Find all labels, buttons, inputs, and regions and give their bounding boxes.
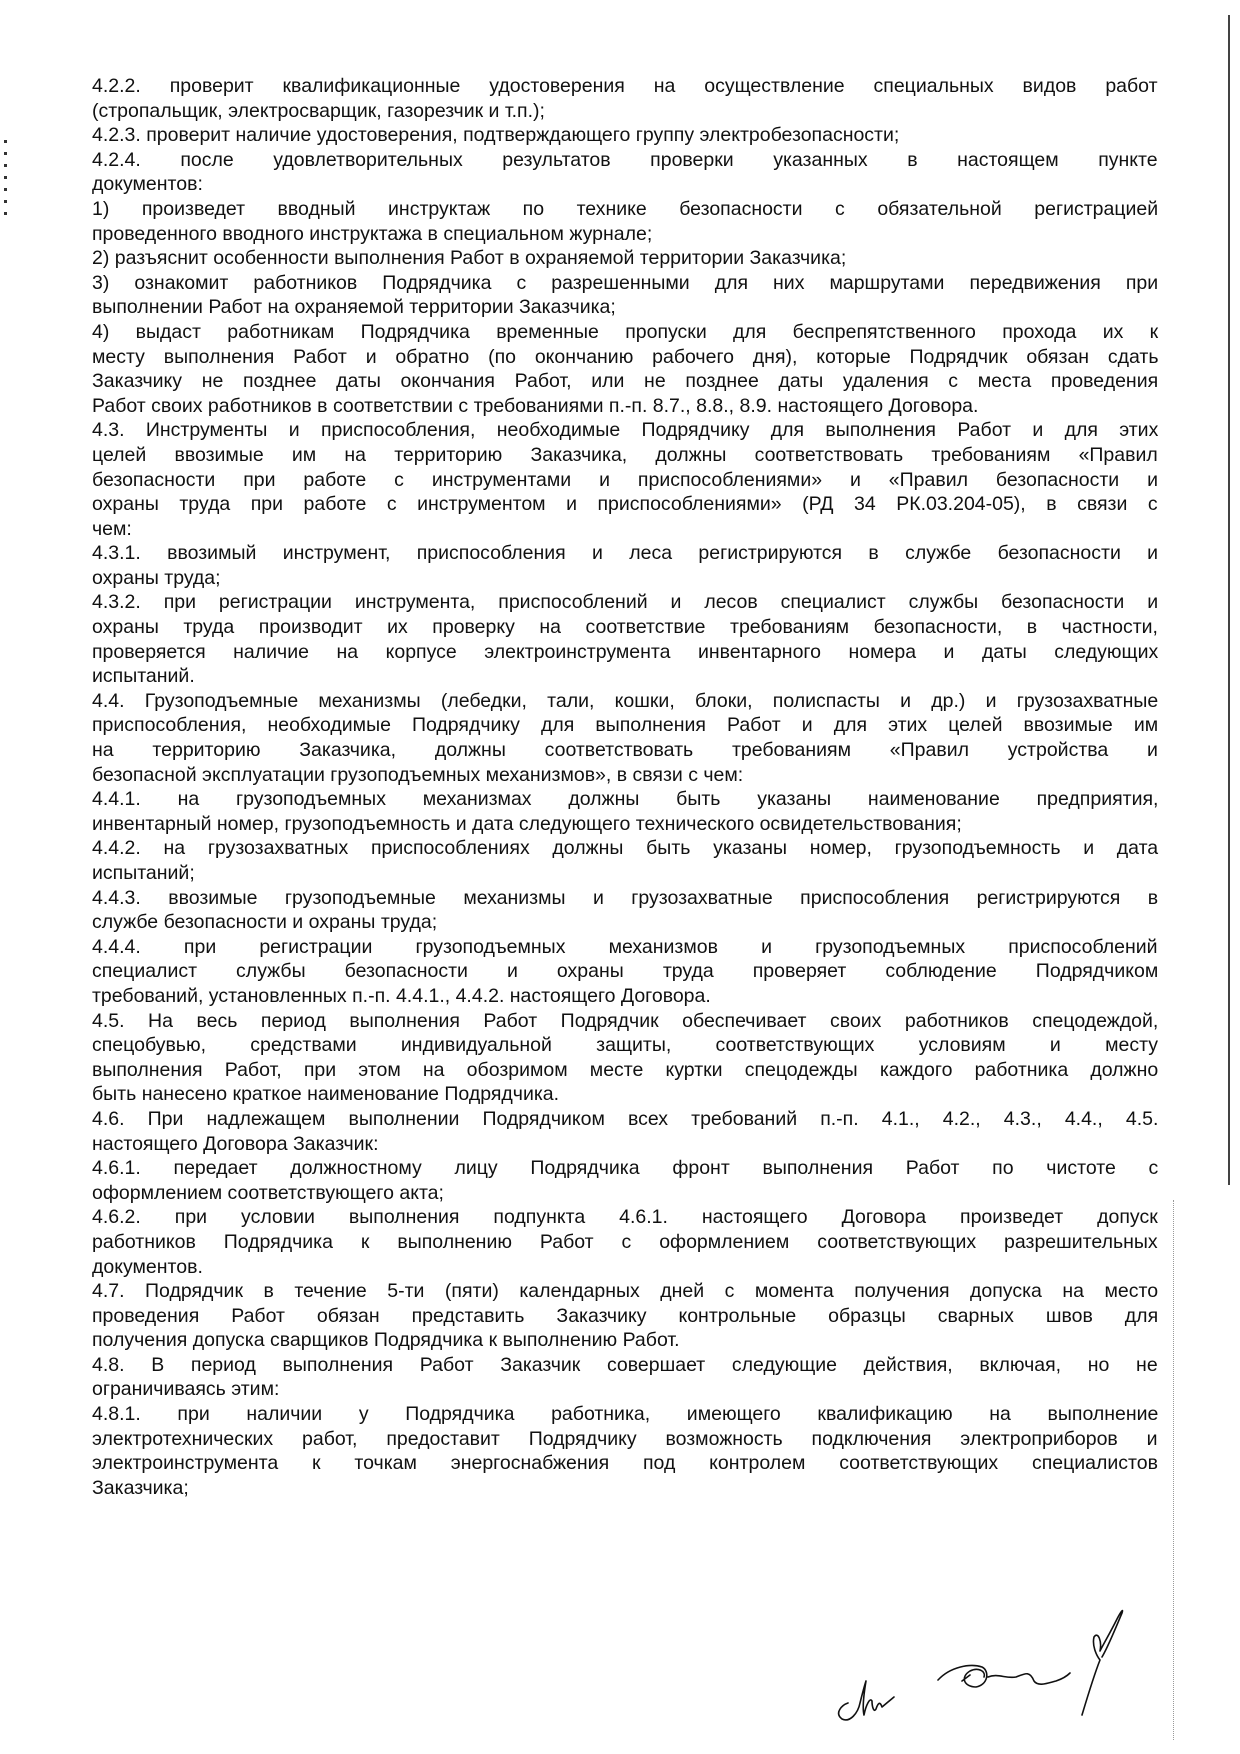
text-line: специалист службы безопасности и охраны труда проверяет соблюдение Подрядчиком (92, 960, 1159, 983)
text-line: выполнении Работ на охраняемой территории Заказчика; (92, 296, 616, 319)
text-line: месту выполнения Работ и обратно (по окончанию рабочего дня), которые Подрядчик обязан сдать (92, 345, 1159, 368)
text-line: Заказчику не позднее даты окончания Работ, или не позднее даты удаления с места проведения (92, 370, 1159, 393)
text-line: быть нанесено краткое наименование Подрядчика. (92, 1083, 560, 1106)
scan-border-right (1228, 15, 1230, 1185)
text-line: спецобувью, средствами индивидуальной защиты, соответствующих условиям и месту (92, 1034, 1158, 1057)
signature-1 (839, 1681, 894, 1720)
text-line: 4) выдаст работникам Подрядчика временные пропуски для беспрепятственного прохода их к (92, 320, 1159, 343)
text-line: 4.2.2. проверит квалификационные удостоверения на осуществление специальных видов работ (92, 75, 1158, 97)
text-line: 4.4.3. ввозимые грузоподъемные механизмы и грузозахватные приспособления регистрируются в (92, 886, 1159, 909)
text-line: безопасности при работе с инструментами и приспособлениями» и «Правил безопасности и (92, 468, 1158, 491)
text-line: 4.2.3. проверит наличие удостоверения, подтверждающего группу электробезопасности; (92, 124, 900, 147)
text-line: проверяется наличие на корпусе электроинструмента инвентарного номера и даты следующих (92, 640, 1159, 663)
text-line: (стропальщик, электросварщик, газорезчик и т.п.); (92, 99, 545, 122)
text-line: целей ввозимые им на территорию Заказчика, должны соответствовать требованиям «Правил (92, 443, 1158, 466)
signature-2 (938, 1666, 1070, 1687)
text-line: службе безопасности и охраны труда; (92, 911, 438, 934)
text-line: приспособления, необходимые Подрядчику для выполнения Работ и для этих целей ввозимые им (92, 714, 1159, 737)
text-line: получения допуска сварщиков Подрядчика к выполнению Работ. (92, 1329, 680, 1352)
text-line: охраны труда при работе с инструментом и приспособлениями» (РД 34 РК.03.204-05), в связи с (92, 493, 1158, 516)
text-line: 4.3. Инструменты и приспособления, необходимые Подрядчику для выполнения Работ и для этих (92, 419, 1159, 442)
text-line: 1) произведет вводный инструктаж по технике безопасности с обязательной регистрацией (92, 197, 1159, 220)
text-line: 4.2.4. после удовлетворительных результатов проверки указанных в настоящем пункте (92, 148, 1158, 171)
text-line: 4.3.1. ввозимый инструмент, приспособления и леса регистрируются в службе безопасности и (92, 542, 1159, 565)
signature-3 (1082, 1611, 1123, 1715)
text-line: оформлением соответствующего акта; (92, 1181, 444, 1204)
text-line: на территорию Заказчика, должны соответствовать требованиям «Правил устройства и (92, 739, 1158, 762)
text-line: 4.6.1. передает должностному лицу Подрядчика фронт выполнения Работ по чистоте с (92, 1157, 1159, 1180)
text-line: испытаний. (92, 665, 195, 688)
text-line: ограничиваясь этим: (92, 1378, 280, 1401)
scan-noise-dots (1173, 1200, 1175, 1740)
text-line: электротехнических работ, предоставит Подрядчику возможность подключения электроприборов и (92, 1427, 1158, 1450)
text-line: проведения Работ обязан представить Заказчику контрольные образцы сварных швов для (92, 1304, 1159, 1327)
text-line: настоящего Договора Заказчик: (92, 1132, 379, 1155)
text-line: безопасной эксплуатации грузоподъемных механизмов», в связи с чем: (92, 763, 744, 786)
text-line: охраны труда производит их проверку на соответствие требованиям безопасности, в частности, (92, 616, 1158, 639)
text-line: 4.4.4. при регистрации грузоподъемных механизмов и грузоподъемных приспособлений (92, 935, 1158, 958)
text-line: 4.8. В период выполнения Работ Заказчик совершает следующие действия, включая, но не (92, 1353, 1158, 1376)
contract-text-body (92, 74, 1158, 1500)
signatures (820, 1585, 1150, 1750)
text-line: проведенного вводного инструктажа в специальном журнале; (92, 222, 653, 245)
text-line: Работ своих работников в соответствии с требованиями п.-п. 8.7., 8.8., 8.9. настоящего Договора. (92, 394, 979, 417)
text-line: электроинструмента к точкам энергоснабжения под контролем соответствующих специалистов (92, 1452, 1158, 1475)
text-line: 4.8.1. при наличии у Подрядчика работника, имеющего квалификацию на выполнение (92, 1403, 1159, 1426)
text-line: 4.4.2. на грузозахватных приспособлениях должны быть указаны номер, грузоподъемность и дата (92, 837, 1159, 860)
text-line: 2) разъяснит особенности выполнения Работ в охраняемой территории Заказчика; (92, 247, 847, 270)
text-line: охраны труда; (92, 566, 221, 589)
text-line: документов. (92, 1255, 203, 1278)
text-line: 4.3.2. при регистрации инструмента, приспособлений и лесов специалист службы безопасности и (92, 591, 1159, 614)
text-line: инвентарный номер, грузоподъемность и дата следующего технического освидетельствования; (92, 812, 962, 835)
text-line: чем: (92, 517, 132, 540)
text-line: документов: (92, 173, 203, 196)
text-line: 3) ознакомит работников Подрядчика с разрешенными для них маршрутами передвижения при (92, 271, 1159, 294)
text-line: испытаний; (92, 862, 195, 884)
text-line: 4.5. На весь период выполнения Работ Подрядчик обеспечивает своих работников спецодеждой, (92, 1009, 1159, 1032)
text-line: 4.7. Подрядчик в течение 5-ти (пяти) календарных дней с момента получения допуска на место (92, 1280, 1159, 1303)
text-line: требований, установленных п.-п. 4.4.1., 4.4.2. настоящего Договора. (92, 984, 711, 1007)
text-line: выполнения Работ, при этом на обозримом месте куртки спецодежды каждого работника должно (92, 1058, 1159, 1081)
text-line: 4.4.1. на грузоподъемных механизмах должны быть указаны наименование предприятия, (92, 788, 1159, 811)
text-line: 4.6. При надлежащем выполнении Подрядчиком всех требований п.-п. 4.1., 4.2., 4.3., 4.4., 4.5. (92, 1107, 1159, 1130)
text-line: работников Подрядчика к выполнению Работ с оформлением соответствующих разрешительных (92, 1230, 1158, 1253)
text-line: Заказчика; (92, 1476, 189, 1499)
text-line: 4.6.2. при условии выполнения подпункта 4.6.1. настоящего Договора произведет допуск (92, 1206, 1158, 1229)
text-line: 4.4. Грузоподъемные механизмы (лебедки, тали, кошки, блоки, полиспасты и др.) и грузозахватные (92, 689, 1159, 712)
scan-edge-marks (4, 140, 8, 224)
